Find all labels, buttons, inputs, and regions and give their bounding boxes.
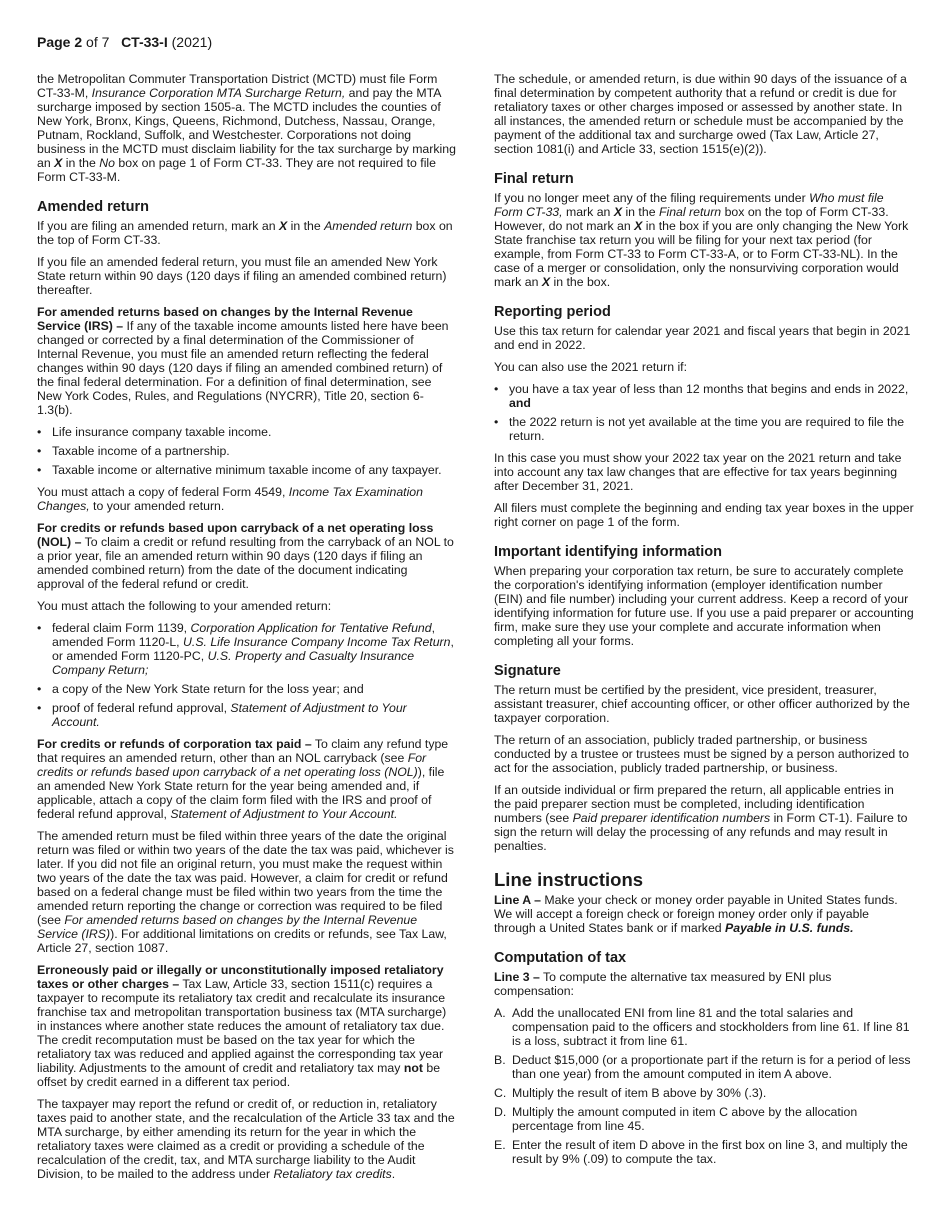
corp-tax-paid-paragraph: For credits or refunds of corporation tax paid – To claim any refund type that requires an amended return, other than an NOL carryback (see For credits or refunds based upon carryback of a net operating loss (NOL)), file an amended New York State return for the year being amended and, if applicable, attach a copy of the claim form filed with the IRS and proof of federal refund approval, Statement of Adjustment to Your Account. — [37, 737, 449, 821]
reporting-paragraph-1: Use this tax return for calendar year 2021 and fiscal years that begin in 2021 and end in 2022. — [494, 324, 911, 352]
signature-paragraph-1: The return must be certified by the president, vice president, treasurer, assistant treasurer, chief accounting officer, or other officer authorized by the taxpayer corporation. — [494, 683, 910, 725]
taxpayer-report-paragraph: The taxpayer may report the refund or credit of, or reduction in, retaliatory taxes paid to another state, and the recalculation of the Article 33 tax and the MTA surcharge, by either amending its return for the year in which the retaliatory taxes were claimed as a credit or providing a schedule of the recalculation of the credit, tax, and MTA surcharge liability to the Audit Division, to be mailed to the address under Retaliatory tax credits. — [37, 1097, 455, 1181]
page-count: of 7 — [86, 34, 110, 50]
signature-paragraph-2: The return of an association, publicly traded partnership, or business conducted by a trustee or trustees must be signed by a person authorized to act for the association, publicly traded partnership, or business. — [494, 733, 909, 775]
reporting-period-heading: Reporting period — [494, 304, 611, 320]
nol-paragraph: For credits or refunds based upon carryback of a net operating loss (NOL) – To claim a credit or refund resulting from the carryback of an NOL to a prior year, file an amended return within 90 days (120 days if filing an amended combined return) from the date of the document indicating approval of the federal refund or credit. — [37, 521, 454, 591]
final-return-heading: Final return — [494, 171, 574, 187]
form-number: CT-33-I — [121, 34, 168, 50]
list-item: D. Multiply the amount computed in item C above by the allocation percentage from line 45. — [494, 1105, 858, 1133]
left-column — [37, 72, 457, 1189]
amended-paragraph-2: If you file an amended federal return, you must file an amended New York State return within 90 days (120 days if filing an amended combined return) thereafter. — [37, 255, 447, 297]
form-4549-paragraph: You must attach a copy of federal Form 4549, Income Tax Examination Changes, to your amended return. — [37, 485, 423, 513]
irs-list — [37, 425, 457, 477]
list-item: • Life insurance company taxable income. — [37, 425, 272, 439]
identifying-info-paragraph: When preparing your corporation tax return, be sure to accurately complete the corporation's identifying information (employer identification number (EIN) and file number) including your current address. Keep a record of your identifying information for future use. If you use a paid preparer or accounting firm, make sure they use your complete and accurate information when completing all your forms. — [494, 564, 914, 648]
reporting-paragraph-3: In this case you must show your 2022 tax year on the 2021 return and take into account any tax law changes that are effective for tax years beginning after December 31, 2021. — [494, 451, 902, 493]
list-item: • federal claim Form 1139, Corporation Application for Tentative Refund, amended Form 1120-L, U.S. Life Insurance Company Income Tax Return, or amended Form 1120-PC, U.S. Property and Casualty Insurance Company Return; — [37, 621, 454, 677]
final-return-paragraph: If you no longer meet any of the filing requirements under Who must file Form CT-33, mark an X in the Final return box on the top of Form CT-33. However, do not mark an X in the box if you are only changing the New York State franchise tax return you will be filing for your next tax period (for example, from Form CT-33 to Form CT-33-A, or to Form CT-33-NL). In the case of a merger or consolidation, only the nonsurviving corporation would mark an X in the box. — [494, 191, 909, 289]
list-item: E. Enter the result of item D above in the first box on line 3, and multiply the result by 9% (.09) to compute the tax. — [494, 1138, 908, 1166]
list-item: • proof of federal refund approval, Statement of Adjustment to Your Account. — [37, 701, 407, 729]
irs-paragraph: For amended returns based on changes by the Internal Revenue Service (IRS) – If any of the taxable income amounts listed here have been changed or corrected by a final determination of the Commissioner of Internal Revenue, you must file an amended return reflecting the federal changes within 90 days (120 days if filing an amended combined return) of the final federal determination. For a definition of final determination, see New York Codes, Rules, and Regulations (NYCRR), Title 20, section 6-1.3(b). — [37, 305, 449, 417]
computation-steps — [494, 1006, 914, 1166]
list-item: B. Deduct $15,000 (or a proportionate part if the return is for a period of less than one year) from the amount computed in item A above. — [494, 1053, 911, 1081]
list-item: • Taxable income of a partnership. — [37, 444, 230, 458]
line-instructions-heading: Line instructions — [494, 869, 644, 890]
attach-following: You must attach the following to your amended return: — [37, 599, 332, 613]
signature-paragraph-3: If an outside individual or firm prepared the return, all applicable entries in the paid preparer section must be completed, including identification numbers (see Paid preparer identification numbers in Form CT-1). Failure to sign the return will delay the processing of any refunds and may result in penalties. — [494, 783, 908, 853]
amended-paragraph-1: If you are filing an amended return, mark an X in the Amended return box on the top of Form CT-33. — [37, 219, 453, 247]
schedule-paragraph: The schedule, or amended return, is due within 90 days of the issuance of a final determination by competent authority that a refund or credit is due for retaliatory taxes or other charges imposed or assessed by another state. In all instances, the amended return or schedule must be accompanied by the payment of the additional tax and surcharge owed (Tax Law, Article 27, section 1081(i) and Article 33, section 1515(e)(2)). — [494, 72, 907, 156]
identifying-info-heading: Important identifying information — [494, 544, 722, 560]
list-item: • the 2022 return is not yet available at the time you are required to file the return. — [494, 415, 905, 443]
list-item: • a copy of the New York State return for the loss year; and — [37, 682, 364, 696]
list-item: C. Multiply the result of item B above by 30% (.3). — [494, 1086, 767, 1100]
form-year: (2021) — [171, 34, 213, 50]
reporting-list — [494, 382, 914, 443]
list-item: • Taxable income or alternative minimum taxable income of any taxpayer. — [37, 463, 442, 477]
right-column — [494, 72, 914, 1174]
page-number: Page 2 — [37, 34, 83, 50]
reporting-paragraph-4: All filers must complete the beginning and ending tax year boxes in the upper right corner on page 1 of the form. — [494, 501, 914, 529]
list-item: A. Add the unallocated ENI from line 81 and the total salaries and compensation paid to the officers and stockholders from line 61. If line 81 is a loss, subtract it from line 61. — [494, 1006, 910, 1048]
amended-return-heading: Amended return — [37, 199, 149, 215]
reporting-paragraph-2: You can also use the 2021 return if: — [494, 360, 688, 374]
list-item: • you have a tax year of less than 12 months that begins and ends in 2022, and — [494, 382, 909, 410]
line-3-paragraph: Line 3 – To compute the alternative tax measured by ENI plus compensation: — [494, 970, 832, 998]
mctd-paragraph: the Metropolitan Commuter Transportation District (MCTD) must file Form CT-33-M, Insurance Corporation MTA Surcharge Return, and pay the MTA surcharge imposed by section 1505-a. The MCTD includes the counties of New York, Bronx, Kings, Queens, Richmond, Dutchess, Nassau, Orange, Putnam, Rockland, Suffolk, and Westchester. Corporations not doing business in the MCTD must disclaim liability for the tax surcharge by marking an X in the No box on page 1 of Form CT-33. They are not required to file Form CT-33-M. — [37, 72, 456, 184]
signature-heading: Signature — [494, 663, 561, 679]
retaliatory-paragraph: Erroneously paid or illegally or unconstitutionally imposed retaliatory taxes or other charges – Tax Law, Article 33, section 1511(c) requires a taxpayer to recompute its retaliatory tax credit and recalculate its insurance franchise tax and metropolitan transportation business tax (MTA surcharge) in instances where another state reduces the amount of retaliatory tax due. The credit recomputation must be based on the tax year for which the retaliatory tax was reduced and applied against the corresponding tax year liability. Adjustments to the amount of credit and retaliatory tax may not be offset by credit earned in a different tax period. — [37, 963, 447, 1089]
page-header — [37, 34, 212, 50]
three-years-paragraph: The amended return must be filed within three years of the date the original return was filed or within two years of the date the tax was paid, whichever is later. If you did not file an original return, you must make the request within two years of the date the tax was paid. However, a claim for credit or refund based on a federal change must be filed within two years from the time the amended return reporting the change or correction was required to be filed (see For amended returns based on changes by the Internal Revenue Service (IRS)). For additional limitations on credits or refunds, see Tax Law, Article 27, section 1087. — [37, 829, 454, 955]
line-a-paragraph: Line A – Make your check or money order payable in United States funds. We will accept a foreign check or foreign money order only if payable through a United States bank or if marked Payable in U.S. funds. — [494, 893, 898, 935]
computation-heading: Computation of tax — [494, 950, 627, 966]
nol-list — [37, 621, 457, 729]
